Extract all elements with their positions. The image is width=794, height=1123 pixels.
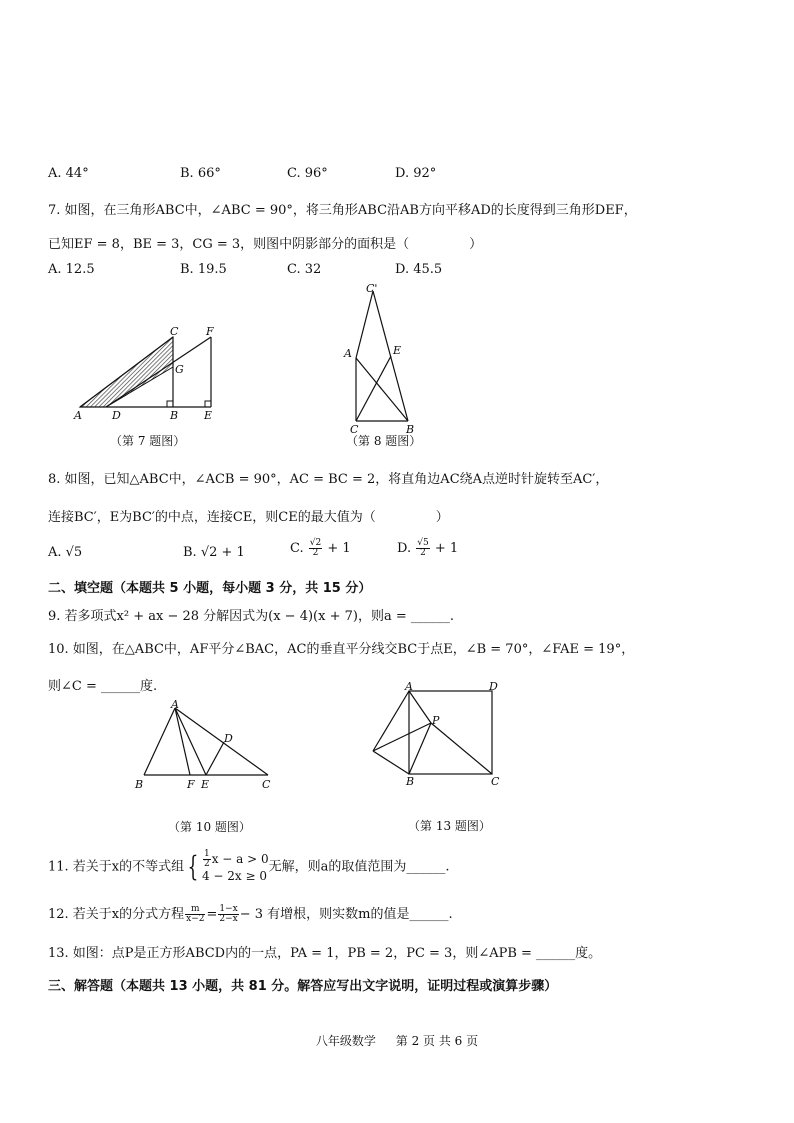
q8-label-c: C xyxy=(350,423,359,436)
q10-label-f: F xyxy=(187,778,195,791)
q7-label-c: C xyxy=(170,325,179,338)
q8-label-e: E xyxy=(393,344,402,357)
q7-stem-line2 xyxy=(48,233,482,252)
q13-label-b: B xyxy=(406,775,415,788)
q8-stem-line2 xyxy=(48,506,449,525)
q7-label-e: E xyxy=(204,409,213,422)
q10-caption: （第 10 题图） xyxy=(168,820,251,834)
q7-figure xyxy=(70,325,230,425)
q7-option-a: A. 12.5 xyxy=(48,262,95,277)
q8-option-d-fraction: $\frac{√5}{2}$ xyxy=(417,538,429,558)
q6-option-a: A. 44° xyxy=(48,166,89,181)
q7-label-g: G xyxy=(175,363,184,376)
q13-caption: （第 13 题图） xyxy=(408,819,491,833)
q13-label-d: D xyxy=(489,680,498,693)
q8-option-b: B. √2 + 1 xyxy=(183,545,245,560)
section-3-heading: 三、解答题（本题共 13 小题，共 81 分。解答应写出文字说明，证明过程或演算步骤） xyxy=(48,979,558,994)
q8-option-c: C. $\frac{√2}{2}$ + 1 xyxy=(290,538,351,558)
q13-label-p: P xyxy=(432,714,440,727)
q8-option-a: A. √5 xyxy=(48,545,83,560)
q10-figure xyxy=(130,700,280,795)
q6-option-c: C. 96° xyxy=(287,166,328,181)
q7-label-f: F xyxy=(206,325,214,338)
footer-subject: 八年级数学 xyxy=(315,1034,376,1048)
q8-label-a: A xyxy=(344,347,352,360)
q8-label-b: B xyxy=(406,423,415,436)
q10-stem-line1: 10. 如图，在△ABC中，AF平分∠BAC，AC的垂直平分线交BC于点E，∠B = 70°，∠FAE = 19°， xyxy=(48,642,635,657)
section-2-heading: 二、填空题（本题共 5 小题，每小题 3 分，共 15 分） xyxy=(48,581,372,596)
q10-label-d: D xyxy=(224,732,233,745)
q10-label-e: E xyxy=(201,778,210,791)
q10-stem-line2: 则∠C = ______度. xyxy=(48,679,158,694)
q10-label-a: A xyxy=(171,698,179,711)
q7-label-a: A xyxy=(74,409,82,422)
q8-label-c-prime: C' xyxy=(366,282,378,295)
q7-option-c: C. 32 xyxy=(287,262,322,277)
page-footer xyxy=(0,1032,794,1049)
q9-stem: 9. 若多项式x² + ax − 28 分解因式为(x − 4)(x + 7)，则a = ______. xyxy=(48,609,454,624)
q8-figure xyxy=(340,282,430,436)
q7-stem-text: 已知EF = 8，BE = 3，CG = 3，则图中阴影部分的面积是（ xyxy=(48,237,410,252)
q13-stem: 13. 如图：点P是正方形ABCD内的一点，PA = 1，PB = 2，PC = 3，则∠APB = ______度。 xyxy=(48,946,602,961)
q8-option-d: D. $\frac{√5}{2}$ + 1 xyxy=(397,538,459,558)
footer-page-number: 第 2 页 共 6 页 xyxy=(395,1034,479,1048)
q8-paren-close: ） xyxy=(435,510,449,525)
q8-option-c-fraction: $\frac{√2}{2}$ xyxy=(309,538,322,558)
q10-label-b: B xyxy=(135,778,144,791)
q7-stem-line1: 7. 如图，在三角形ABC中，∠ABC = 90°，将三角形ABC沿AB方向平移AD的长度得到三角形DEF， xyxy=(48,203,637,218)
q8-stem-line1: 8. 如图，已知△ABC中，∠ACB = 90°，AC = BC = 2，将直角边AC绕A点逆时针旋转至AC′， xyxy=(48,472,609,487)
q11-inequality-system: $\frac{1}{2}$ x − a > 0 4 − 2x ≥ 0 xyxy=(201,849,269,883)
q7-label-d: D xyxy=(112,409,121,422)
q11-stem: 11. 若关于x的不等式组 { $\frac{1}{2}$ x − a > 0 4 − 2x ≥ 0 无解，则a的取值范围为______. xyxy=(48,849,450,883)
q12-stem: 12. 若关于x的分式方程 $\frac{m}{x-2}$ = $\frac{1-x}{2-x}$ − 3 有增根，则实数m的值是______. xyxy=(48,904,453,924)
q12-fraction-2: $\frac{1-x}{2-x}$ xyxy=(219,904,238,924)
q7-option-b: B. 19.5 xyxy=(180,262,227,277)
q6-option-d: D. 92° xyxy=(395,166,437,181)
q7-caption: （第 7 题图） xyxy=(110,434,186,448)
q8-stem-text: 连接BC′，E为BC′的中点，连接CE，则CE的最大值为（ xyxy=(48,510,376,525)
q10-label-c: C xyxy=(262,778,271,791)
q11-brace: { xyxy=(187,850,199,883)
q13-label-a: A xyxy=(405,680,413,693)
q7-option-d: D. 45.5 xyxy=(395,262,443,277)
q12-fraction-1: $\frac{m}{x-2}$ xyxy=(186,904,205,924)
q7-label-b: B xyxy=(170,409,179,422)
q8-caption: （第 8 题图） xyxy=(346,434,422,448)
q13-label-c: C xyxy=(491,775,500,788)
q7-paren-close: ） xyxy=(469,237,483,252)
q6-option-b: B. 66° xyxy=(180,166,221,181)
q13-figure xyxy=(365,680,515,788)
